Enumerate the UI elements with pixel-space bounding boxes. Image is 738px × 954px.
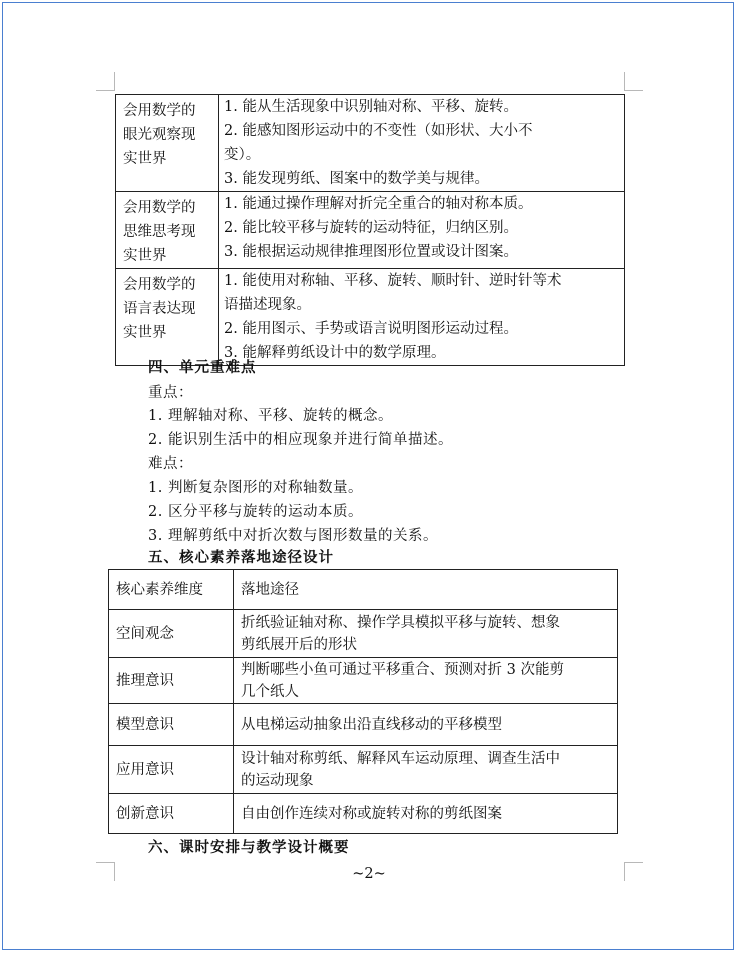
- pathway-cell: [234, 704, 618, 746]
- content-line: 2. 能用图示、手势或语言说明图形运动过程。: [224, 321, 518, 337]
- header-cell: 落地途径: [234, 570, 618, 610]
- table-row: [116, 95, 625, 192]
- dimension-cell: 模型意识: [109, 704, 234, 746]
- content-line: 语描述现象。: [224, 297, 311, 313]
- key-points-label: 重点：: [148, 385, 193, 401]
- content-line: 2. 能比较平移与旋转的运动特征，归纳区别。: [224, 220, 518, 236]
- dimension-text: 实世界: [123, 325, 167, 341]
- content-cell: [219, 269, 625, 366]
- difficult-point: 1. 判断复杂图形的对称轴数量。: [148, 480, 363, 496]
- dimension-cell: [116, 269, 219, 366]
- crop-mark-top-left: [96, 72, 115, 91]
- core-literacy-table: [108, 569, 618, 834]
- difficult-point: 2. 区分平移与旋转的运动本质。: [148, 504, 363, 520]
- pathway-line: 设计轴对称剪纸、解释风车运动原理、调查生活中: [241, 750, 560, 767]
- pathway-cell: [234, 746, 618, 794]
- pathway-cell: [234, 658, 618, 704]
- table-row: [109, 794, 618, 834]
- dimension-text: 会用数学的: [123, 200, 196, 216]
- page-number: ~2~: [352, 866, 386, 882]
- content-line: 3. 能解释剪纸设计中的数学原理。: [224, 345, 446, 361]
- table-row: [109, 746, 618, 794]
- pathway-line: 几个纸人: [241, 683, 299, 700]
- dimension-cell: [116, 192, 219, 269]
- table-row: [116, 192, 625, 269]
- dimension-cell: [116, 95, 219, 192]
- dimension-text: 实世界: [123, 151, 167, 167]
- content-line: 1. 能使用对称轴、平移、旋转、顺时针、逆时针等术: [224, 273, 562, 289]
- pathway-cell: [234, 610, 618, 658]
- content-line: 1. 能从生活现象中识别轴对称、平移、旋转。: [224, 99, 518, 115]
- table-header-row: [109, 570, 618, 610]
- content-cell: [219, 192, 625, 269]
- dimension-text: 语言表达现: [123, 301, 196, 317]
- dimension-cell: 创新意识: [109, 794, 234, 834]
- pathway-line: 折纸验证轴对称、操作学具模拟平移与旋转、想象: [241, 614, 560, 631]
- key-point: 2. 能识别生活中的相应现象并进行简单描述。: [148, 432, 453, 448]
- table-row: [109, 704, 618, 746]
- content-line: 变）。: [224, 147, 261, 163]
- section-heading: 四、单元重难点: [148, 359, 257, 376]
- content-line: 1. 能通过操作理解对折完全重合的轴对称本质。: [224, 196, 533, 212]
- pathway-line: 判断哪些小鱼可通过平移重合、预测对折 3 次能剪: [241, 661, 564, 678]
- dimension-text: 会用数学的: [123, 277, 196, 293]
- dimension-cell: 应用意识: [109, 746, 234, 794]
- content-line: 3. 能根据运动规律推理图形位置或设计图案。: [224, 244, 518, 260]
- dimension-text: 会用数学的: [123, 103, 196, 119]
- literacy-goals-table: [115, 94, 625, 366]
- dimension-text: 思维思考现: [123, 224, 196, 240]
- table-row: [109, 658, 618, 704]
- difficult-points-label: 难点：: [148, 456, 193, 472]
- key-point: 1. 理解轴对称、平移、旋转的概念。: [148, 408, 393, 424]
- dimension-text: 眼光观察现: [123, 127, 196, 143]
- section-heading: 六、课时安排与教学设计概要: [148, 839, 350, 856]
- table-row: [109, 610, 618, 658]
- content-line: 3. 能发现剪纸、图案中的数学美与规律。: [224, 171, 489, 187]
- pathway-line: 的运动现象: [241, 772, 314, 789]
- dimension-cell: 空间观念: [109, 610, 234, 658]
- content-line: 2. 能感知图形运动中的不变性（如形状、大小不: [224, 123, 533, 139]
- pathway-line: 从电梯运动抽象出沿直线移动的平移模型: [241, 716, 502, 733]
- dimension-text: 实世界: [123, 248, 167, 264]
- header-cell: 核心素养维度: [109, 570, 234, 610]
- dimension-cell: 推理意识: [109, 658, 234, 704]
- table-row: [116, 269, 625, 366]
- section-heading: 五、核心素养落地途径设计: [148, 549, 334, 566]
- content-cell: [219, 95, 625, 192]
- difficult-point: 3. 理解剪纸中对折次数与图形数量的关系。: [148, 528, 438, 544]
- pathway-cell: [234, 794, 618, 834]
- pathway-line: 自由创作连续对称或旋转对称的剪纸图案: [241, 805, 502, 822]
- pathway-line: 剪纸展开后的形状: [241, 636, 357, 653]
- crop-mark-top-right: [624, 72, 643, 91]
